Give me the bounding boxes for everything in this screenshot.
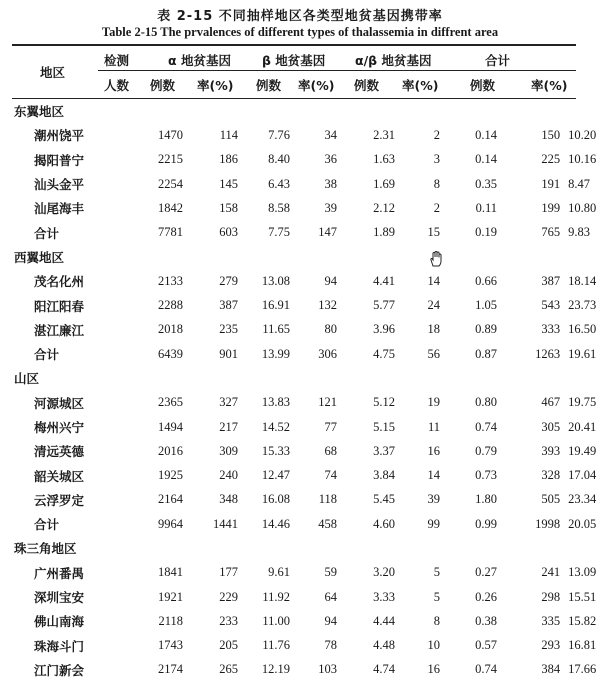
cell-t-c: 393 bbox=[541, 443, 561, 458]
cell-ab-r: 0.19 bbox=[475, 225, 497, 240]
cell-t-r: 19.75 bbox=[568, 395, 597, 410]
cell-b-r: 5.45 bbox=[373, 492, 395, 507]
cell-a-c: 348 bbox=[219, 492, 238, 507]
table-row bbox=[12, 172, 576, 196]
cell-n: 2254 bbox=[158, 176, 183, 191]
table-row bbox=[12, 439, 576, 463]
cell-ab-r: 0.38 bbox=[475, 613, 497, 628]
cell-b-c: 74 bbox=[324, 468, 337, 483]
cell-ab-c: 8 bbox=[433, 176, 440, 191]
region-name: 深圳宝安 bbox=[34, 590, 85, 606]
cell-t-r: 13.09 bbox=[568, 565, 597, 580]
cell-a-r: 13.99 bbox=[261, 346, 290, 361]
region-name: 广州番禺 bbox=[34, 565, 85, 581]
table-row bbox=[12, 609, 576, 633]
cell-b-c: 132 bbox=[318, 298, 337, 313]
cell-b-r: 1.69 bbox=[373, 176, 395, 191]
cell-t-c: 225 bbox=[541, 152, 561, 167]
cell-t-r: 15.82 bbox=[568, 613, 597, 628]
cell-ab-r: 0.66 bbox=[475, 273, 497, 288]
cell-a-c: 265 bbox=[219, 662, 238, 677]
table-row bbox=[12, 658, 576, 682]
cell-t-r: 10.20 bbox=[568, 127, 597, 142]
cell-ab-c: 10 bbox=[427, 638, 440, 653]
cell-n: 2365 bbox=[158, 395, 183, 410]
region-name: 潮州饶平 bbox=[34, 128, 85, 144]
cell-b-r: 3.37 bbox=[373, 443, 395, 458]
cell-n: 2174 bbox=[158, 662, 183, 677]
cell-ab-c: 99 bbox=[427, 516, 440, 531]
cell-t-c: 328 bbox=[541, 468, 561, 483]
cell-b-c: 121 bbox=[318, 395, 337, 410]
header-alpha: α 地贫基因 bbox=[168, 53, 231, 68]
region-name: 汕尾海丰 bbox=[34, 201, 85, 217]
group-header-row bbox=[12, 245, 576, 269]
table-row bbox=[12, 391, 576, 415]
header-tested-line2: 人数 bbox=[104, 78, 130, 93]
region-name: 汕头金平 bbox=[34, 177, 85, 193]
cell-ab-c: 16 bbox=[427, 443, 440, 458]
table-title-english: Table 2-15 The prvalences of different types of thalassemia in diffrent area bbox=[101, 25, 499, 39]
header-beta: β 地贫基因 bbox=[262, 53, 326, 68]
cell-a-r: 7.75 bbox=[268, 225, 290, 240]
cell-t-r: 18.14 bbox=[568, 273, 597, 288]
cell-ab-r: 0.73 bbox=[475, 468, 497, 483]
cell-t-c: 150 bbox=[541, 127, 561, 142]
cell-n: 1925 bbox=[158, 468, 183, 483]
cell-ab-c: 19 bbox=[427, 395, 440, 410]
table-row bbox=[12, 634, 576, 658]
group-header-row bbox=[12, 536, 576, 560]
cell-a-r: 12.47 bbox=[261, 468, 290, 483]
cell-ab-c: 15 bbox=[427, 225, 440, 240]
cell-a-r: 8.40 bbox=[268, 152, 290, 167]
cell-a-r: 11.65 bbox=[262, 322, 290, 337]
region-name: 清远英德 bbox=[34, 444, 85, 460]
cell-n: 2164 bbox=[158, 492, 183, 507]
prevalence-table bbox=[12, 99, 597, 682]
cell-a-c: 229 bbox=[219, 589, 238, 604]
table-row bbox=[12, 148, 576, 172]
cell-a-c: 205 bbox=[219, 638, 238, 653]
header-total-cases: 例数 bbox=[470, 78, 496, 93]
header-total-rate: 率(%) bbox=[531, 78, 568, 93]
cell-b-c: 94 bbox=[324, 273, 337, 288]
header-ab-rate: 率(%) bbox=[402, 78, 439, 93]
cell-t-c: 467 bbox=[541, 395, 561, 410]
cell-a-c: 158 bbox=[219, 200, 238, 215]
cell-ab-r: 0.74 bbox=[475, 662, 497, 677]
table-title-chinese: 表 2-15 不同抽样地区各类型地贫基因携带率 bbox=[157, 9, 443, 24]
cell-a-r: 15.33 bbox=[261, 443, 290, 458]
cell-t-r: 16.81 bbox=[568, 638, 597, 653]
cell-b-c: 36 bbox=[324, 152, 337, 167]
region-name: 江门新会 bbox=[34, 662, 85, 678]
cell-b-r: 5.15 bbox=[373, 419, 395, 434]
cell-a-r: 14.52 bbox=[261, 419, 290, 434]
table-row bbox=[12, 512, 576, 536]
cell-b-c: 78 bbox=[324, 638, 337, 653]
cell-ab-r: 0.14 bbox=[475, 127, 497, 142]
table-body bbox=[12, 99, 597, 682]
cell-b-c: 59 bbox=[324, 565, 337, 580]
cell-b-r: 1.89 bbox=[373, 225, 395, 240]
cell-t-c: 191 bbox=[541, 176, 561, 191]
group-name: 东翼地区 bbox=[14, 104, 65, 120]
cell-a-c: 186 bbox=[219, 152, 238, 167]
cell-a-c: 233 bbox=[219, 613, 238, 628]
cell-ab-r: 0.89 bbox=[475, 322, 497, 337]
cell-t-r: 8.47 bbox=[568, 176, 591, 191]
header-alpha-rate: 率(%) bbox=[197, 78, 234, 93]
cell-ab-r: 0.79 bbox=[475, 443, 497, 458]
region-name: 合计 bbox=[34, 347, 60, 363]
table-row bbox=[12, 318, 576, 342]
cell-t-c: 305 bbox=[541, 419, 561, 434]
table-row bbox=[12, 123, 576, 147]
cell-ab-c: 11 bbox=[427, 419, 440, 434]
cell-ab-c: 14 bbox=[427, 468, 440, 483]
group-header-row bbox=[12, 366, 576, 390]
cell-a-c: 327 bbox=[219, 395, 238, 410]
region-name: 湛江廉江 bbox=[34, 322, 85, 338]
cell-ab-c: 56 bbox=[427, 346, 440, 361]
cell-a-c: 114 bbox=[219, 127, 238, 142]
cell-a-r: 7.76 bbox=[268, 127, 290, 142]
cell-a-r: 11.92 bbox=[262, 589, 290, 604]
table-row bbox=[12, 220, 576, 244]
cell-n: 2016 bbox=[158, 443, 183, 458]
region-name: 佛山南海 bbox=[34, 614, 85, 630]
region-name: 河源城区 bbox=[34, 395, 85, 411]
cell-n: 2018 bbox=[158, 322, 183, 337]
cell-ab-r: 0.74 bbox=[475, 419, 497, 434]
cell-t-r: 16.50 bbox=[568, 322, 597, 337]
header-group-rule bbox=[98, 70, 576, 71]
cell-ab-r: 0.26 bbox=[475, 589, 497, 604]
cell-n: 2133 bbox=[158, 273, 183, 288]
header-ab-cases: 例数 bbox=[354, 78, 380, 93]
cell-ab-r: 0.35 bbox=[475, 176, 497, 191]
cell-ab-c: 5 bbox=[433, 565, 440, 580]
cell-t-c: 241 bbox=[541, 565, 561, 580]
cell-b-r: 5.12 bbox=[373, 395, 395, 410]
cell-n: 9964 bbox=[158, 516, 183, 531]
cell-b-c: 147 bbox=[318, 225, 337, 240]
table-row bbox=[12, 415, 576, 439]
cell-a-r: 9.61 bbox=[268, 565, 290, 580]
cell-b-r: 2.12 bbox=[373, 200, 395, 215]
header-total: 合计 bbox=[485, 53, 511, 68]
cell-n: 1842 bbox=[158, 200, 183, 215]
cell-t-r: 19.61 bbox=[568, 346, 597, 361]
header-beta-rate: 率(%) bbox=[298, 78, 335, 93]
cell-a-c: 387 bbox=[219, 298, 238, 313]
cell-ab-r: 0.57 bbox=[475, 638, 497, 653]
cell-t-r: 20.05 bbox=[568, 516, 597, 531]
cell-ab-c: 24 bbox=[427, 298, 440, 313]
header-alpha-beta: α/β 地贫基因 bbox=[355, 53, 432, 68]
cell-n: 2118 bbox=[158, 613, 183, 628]
cell-n: 7781 bbox=[158, 225, 183, 240]
cell-t-r: 9.83 bbox=[568, 225, 591, 240]
header-region: 地区 bbox=[40, 65, 66, 80]
region-name: 韶关城区 bbox=[34, 468, 85, 484]
table-row bbox=[12, 488, 576, 512]
cell-b-c: 80 bbox=[324, 322, 337, 337]
cell-a-c: 603 bbox=[219, 225, 238, 240]
hand-cursor-icon bbox=[427, 250, 445, 268]
table-row bbox=[12, 342, 576, 366]
cell-ab-r: 0.80 bbox=[475, 395, 497, 410]
cell-b-c: 118 bbox=[318, 492, 337, 507]
cell-a-c: 235 bbox=[219, 322, 238, 337]
cell-t-c: 1998 bbox=[535, 516, 561, 531]
header-alpha-cases: 例数 bbox=[150, 78, 176, 93]
cell-t-r: 19.49 bbox=[568, 443, 597, 458]
cell-n: 1841 bbox=[158, 565, 183, 580]
cell-ab-c: 16 bbox=[427, 662, 440, 677]
cell-b-r: 5.77 bbox=[373, 298, 395, 313]
cell-b-r: 4.74 bbox=[373, 662, 395, 677]
cell-ab-r: 1.05 bbox=[475, 298, 497, 313]
top-rule bbox=[12, 44, 576, 46]
region-name: 梅州兴宁 bbox=[34, 420, 85, 435]
header-beta-cases: 例数 bbox=[256, 78, 282, 93]
table-row bbox=[12, 269, 576, 293]
cell-a-c: 279 bbox=[219, 273, 238, 288]
cell-b-c: 68 bbox=[324, 443, 337, 458]
cell-t-c: 505 bbox=[541, 492, 561, 507]
cell-b-c: 306 bbox=[318, 346, 337, 361]
cell-t-c: 298 bbox=[541, 589, 561, 604]
cell-b-r: 4.60 bbox=[373, 516, 395, 531]
cell-b-r: 4.41 bbox=[373, 273, 395, 288]
cell-t-c: 1263 bbox=[535, 346, 561, 361]
cell-b-r: 3.33 bbox=[373, 589, 395, 604]
cell-b-r: 4.48 bbox=[373, 638, 395, 653]
cell-b-c: 64 bbox=[324, 589, 337, 604]
cell-ab-c: 8 bbox=[433, 613, 440, 628]
cell-t-r: 15.51 bbox=[568, 589, 597, 604]
cell-a-r: 11.00 bbox=[262, 613, 290, 628]
cell-ab-c: 14 bbox=[427, 273, 440, 288]
cell-a-c: 901 bbox=[219, 346, 238, 361]
group-name: 西翼地区 bbox=[14, 249, 65, 265]
cell-a-r: 13.83 bbox=[261, 395, 290, 410]
cell-b-c: 77 bbox=[324, 419, 337, 434]
cell-ab-c: 39 bbox=[427, 492, 440, 507]
cell-ab-r: 0.27 bbox=[475, 565, 497, 580]
cell-b-c: 94 bbox=[324, 613, 337, 628]
cell-a-r: 16.91 bbox=[261, 298, 290, 313]
cell-t-r: 23.73 bbox=[568, 298, 597, 313]
cell-t-c: 335 bbox=[541, 613, 561, 628]
cell-t-r: 17.04 bbox=[568, 468, 597, 483]
group-name: 山区 bbox=[14, 371, 40, 387]
region-name: 合计 bbox=[34, 225, 60, 241]
cell-a-r: 8.58 bbox=[268, 200, 290, 215]
cell-n: 6439 bbox=[158, 346, 183, 361]
cell-t-c: 765 bbox=[541, 225, 561, 240]
cell-t-c: 543 bbox=[541, 298, 561, 313]
region-name: 云浮罗定 bbox=[34, 492, 85, 508]
cell-n: 1494 bbox=[158, 419, 183, 434]
cell-a-r: 12.19 bbox=[261, 662, 290, 677]
cell-t-r: 17.66 bbox=[568, 662, 597, 677]
cell-a-r: 14.46 bbox=[261, 516, 290, 531]
cell-n: 1921 bbox=[158, 589, 183, 604]
region-name: 阳江阳春 bbox=[34, 298, 85, 314]
cell-ab-c: 2 bbox=[433, 200, 440, 215]
cell-n: 1743 bbox=[158, 638, 183, 653]
region-name: 合计 bbox=[34, 517, 60, 533]
cell-ab-r: 0.99 bbox=[475, 516, 497, 531]
cell-b-r: 2.31 bbox=[373, 127, 395, 142]
cell-a-r: 11.76 bbox=[262, 638, 290, 653]
cell-a-c: 309 bbox=[219, 443, 238, 458]
cell-t-c: 293 bbox=[541, 638, 561, 653]
cell-b-r: 3.96 bbox=[373, 322, 395, 337]
cell-a-c: 240 bbox=[219, 468, 238, 483]
region-name: 珠海斗门 bbox=[34, 638, 85, 654]
cell-ab-c: 2 bbox=[433, 127, 440, 142]
cell-n: 2215 bbox=[158, 152, 183, 167]
table-row bbox=[12, 585, 576, 609]
cell-ab-r: 0.11 bbox=[475, 200, 497, 215]
group-name: 珠三角地区 bbox=[14, 541, 77, 557]
cell-a-c: 145 bbox=[219, 176, 238, 191]
cell-t-c: 199 bbox=[541, 200, 561, 215]
cell-t-c: 333 bbox=[541, 322, 561, 337]
cell-b-c: 103 bbox=[318, 662, 337, 677]
cell-ab-r: 1.80 bbox=[475, 492, 497, 507]
cell-b-r: 3.20 bbox=[373, 565, 395, 580]
cell-n: 1470 bbox=[158, 127, 183, 142]
table-row bbox=[12, 196, 576, 220]
cell-b-r: 4.44 bbox=[373, 613, 395, 628]
table-row bbox=[12, 561, 576, 585]
cell-t-r: 10.16 bbox=[568, 152, 597, 167]
cell-b-c: 38 bbox=[324, 176, 337, 191]
cell-ab-c: 5 bbox=[433, 589, 440, 604]
cell-ab-c: 18 bbox=[427, 322, 440, 337]
cell-a-r: 13.08 bbox=[261, 273, 290, 288]
cell-t-c: 387 bbox=[541, 273, 561, 288]
cell-a-r: 6.43 bbox=[268, 176, 290, 191]
cell-t-r: 23.34 bbox=[568, 492, 597, 507]
cell-b-c: 34 bbox=[324, 127, 337, 142]
cell-a-c: 177 bbox=[219, 565, 238, 580]
cell-b-c: 39 bbox=[324, 200, 337, 215]
group-header-row bbox=[12, 99, 576, 123]
cell-a-c: 1441 bbox=[213, 516, 238, 531]
header-tested-line1: 检测 bbox=[104, 53, 130, 68]
cell-t-r: 10.80 bbox=[568, 200, 597, 215]
cell-a-r: 16.08 bbox=[261, 492, 290, 507]
cell-ab-r: 0.87 bbox=[475, 346, 497, 361]
cell-t-r: 20.41 bbox=[568, 419, 597, 434]
table-row bbox=[12, 463, 576, 487]
cell-t-c: 384 bbox=[541, 662, 561, 677]
cell-b-r: 3.84 bbox=[373, 468, 395, 483]
cell-b-r: 1.63 bbox=[373, 152, 395, 167]
region-name: 揭阳普宁 bbox=[34, 152, 85, 168]
cell-ab-r: 0.14 bbox=[475, 152, 497, 167]
cell-a-c: 217 bbox=[219, 419, 238, 434]
table-row bbox=[12, 293, 576, 317]
cell-b-c: 458 bbox=[318, 516, 337, 531]
cell-n: 2288 bbox=[158, 298, 183, 313]
cell-ab-c: 3 bbox=[433, 152, 440, 167]
region-name: 茂名化州 bbox=[34, 274, 85, 290]
cell-b-r: 4.75 bbox=[373, 346, 395, 361]
